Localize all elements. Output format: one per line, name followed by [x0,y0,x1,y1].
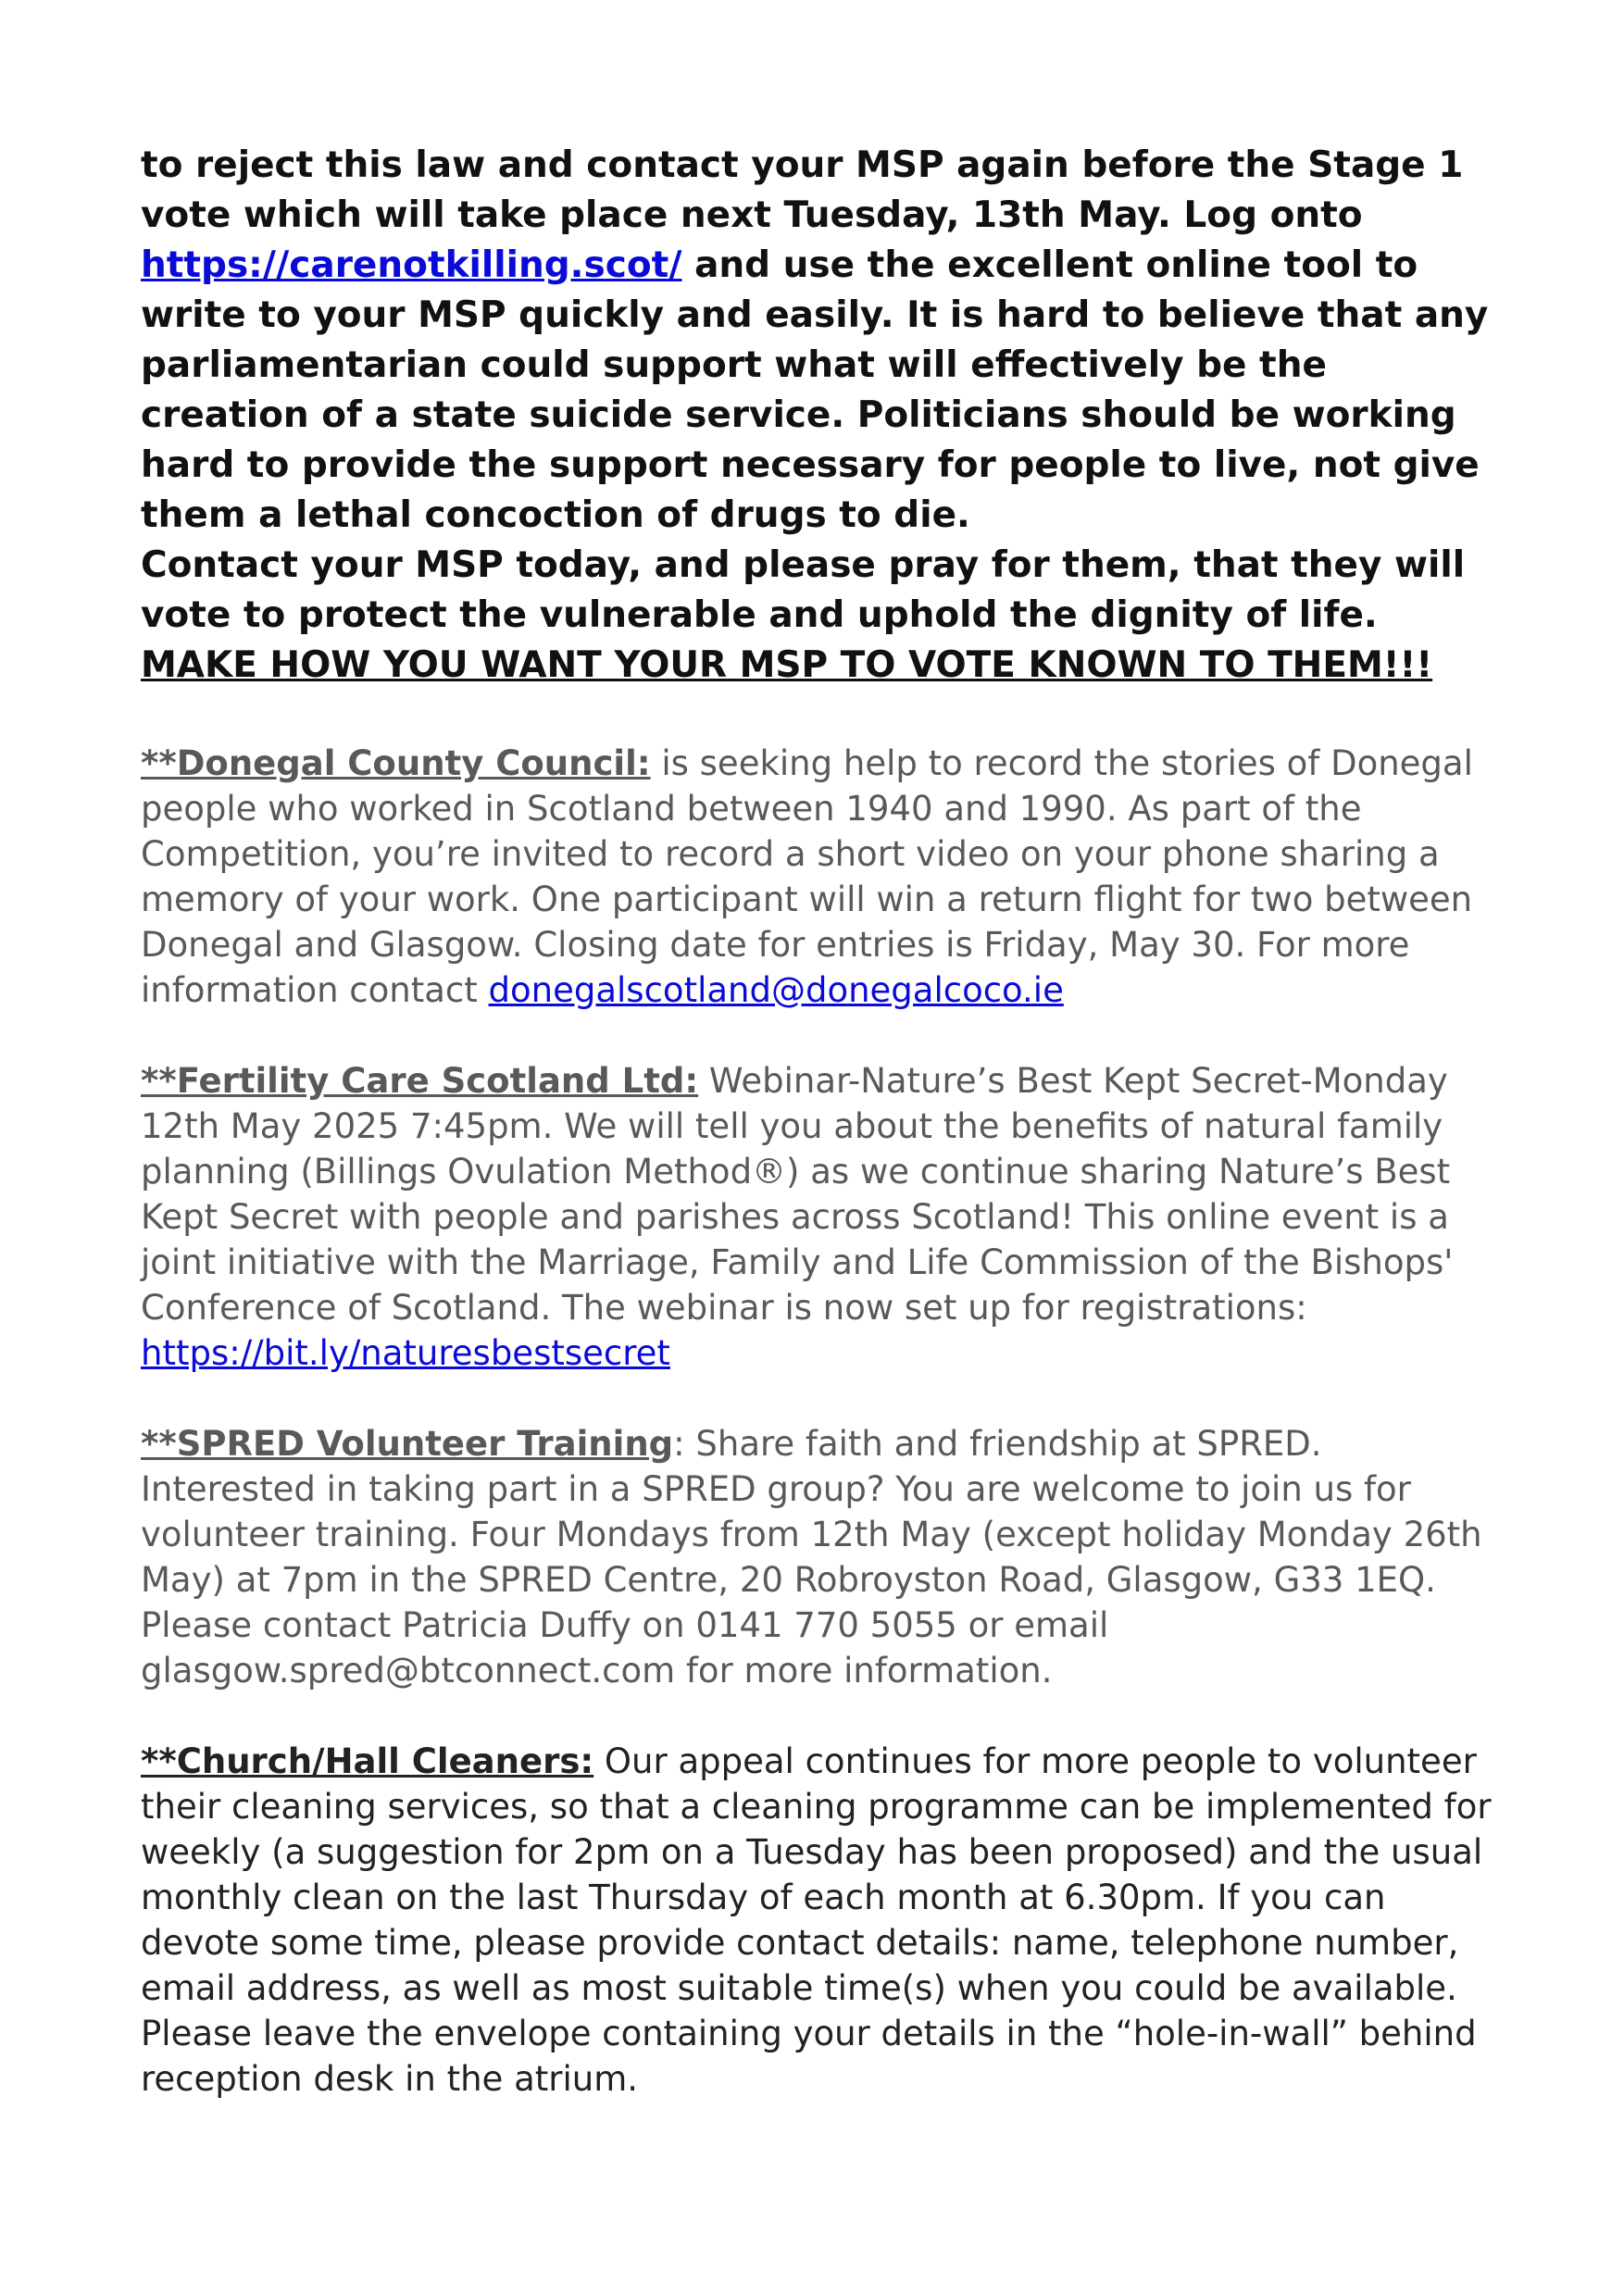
notice-cleaners-heading: **Church/Hall Cleaners: [141,1741,594,1781]
msp-appeal-section [141,141,1504,691]
msp-appeal-paragraph [141,141,1504,541]
newsletter-page [141,141,1504,2102]
msp-appeal-text-end: and use the excellent online tool to write to your MSP quickly and easily. It is hard to believe that any parliamentarian could support what will effectively be the creation of a state suicide service. Politicians should be working hard to provide the support necessary for people to live, not give them a lethal concoction of drugs to die. [141,244,1489,536]
notice-cleaners [141,1739,1504,2102]
msp-vote-callout: MAKE HOW YOU WANT YOUR MSP TO VOTE KNOWN TO THEM!!! [141,644,1433,686]
notice-fertility-heading: **Fertility Care Scotland Ltd: [141,1061,699,1101]
notice-donegal-text: is seeking help to record the stories of Donegal people who worked in Scotland between 1940 and 1990. As part of the Competition, you’re invited to record a short video on your phone sharing a memory of your work. One participant will win a return flight for two between Donegal and Glasgow. Closing date for entries is Friday, May 30. For more information contact [141,743,1473,1010]
notice-fertility-text: Webinar-Nature’s Best Kept Secret-Monday 12th May 2025 7:45pm. We will tell you about the benefits of natural family planning (Billings Ovulation Method®) as we continue sharing Nature’s Best Kept Secret with people and parishes across Scotland! This online event is a joint initiative with the Marriage, Family and Life Commission of the Bishops' Conference of Scotland. The webinar is now set up for registrations: [141,1061,1454,1328]
notice-spred-heading: **SPRED Volunteer Training [141,1424,674,1464]
donegal-email-link[interactable]: donegalscotland@donegalcoco.ie [488,970,1064,1010]
msp-appeal-text-start: to reject this law and contact your MSP again before the Stage 1 vote which will take place next Tuesday, 13th May. Log onto [141,144,1464,236]
contact-msp-paragraph: Contact your MSP today, and please pray for them, that they will vote to protect the vulnerable and uphold the dignity of life. [141,544,1466,636]
notice-donegal [141,741,1504,1013]
notice-spred [141,1421,1504,1693]
carenotkilling-link[interactable]: https://carenotkilling.scot/ [141,244,682,286]
notice-donegal-heading: **Donegal County Council: [141,743,651,783]
notice-spred-text: : Share faith and friendship at SPRED. Interested in taking part in a SPRED group? You are welcome to join us for volunteer training. Four Mondays from 12th May (except holiday Monday 26th May) at 7pm in the SPRED Centre, 20 Robroyston Road, Glasgow, G33 1EQ. Please contact Patricia Duffy on 0141 770 5055 or email glasgow.spred@btconnect.com for more information. [141,1424,1482,1691]
notice-fertility-care [141,1058,1504,1376]
notice-cleaners-text: Our appeal continues for more people to volunteer their cleaning services, so that a cleaning programme can be implemented for weekly (a suggestion for 2pm on a Tuesday has been proposed) and the usual monthly clean on the last Thursday of each month at 6.30pm. If you can devote some time, please provide contact details: name, telephone number, email address, as well as most suitable time(s) when you could be available. Please leave the envelope containing your details in the “hole-in-wall” behind reception desk in the atrium. [141,1741,1492,2099]
webinar-registration-link[interactable]: https://bit.ly/naturesbestsecret [141,1333,670,1373]
